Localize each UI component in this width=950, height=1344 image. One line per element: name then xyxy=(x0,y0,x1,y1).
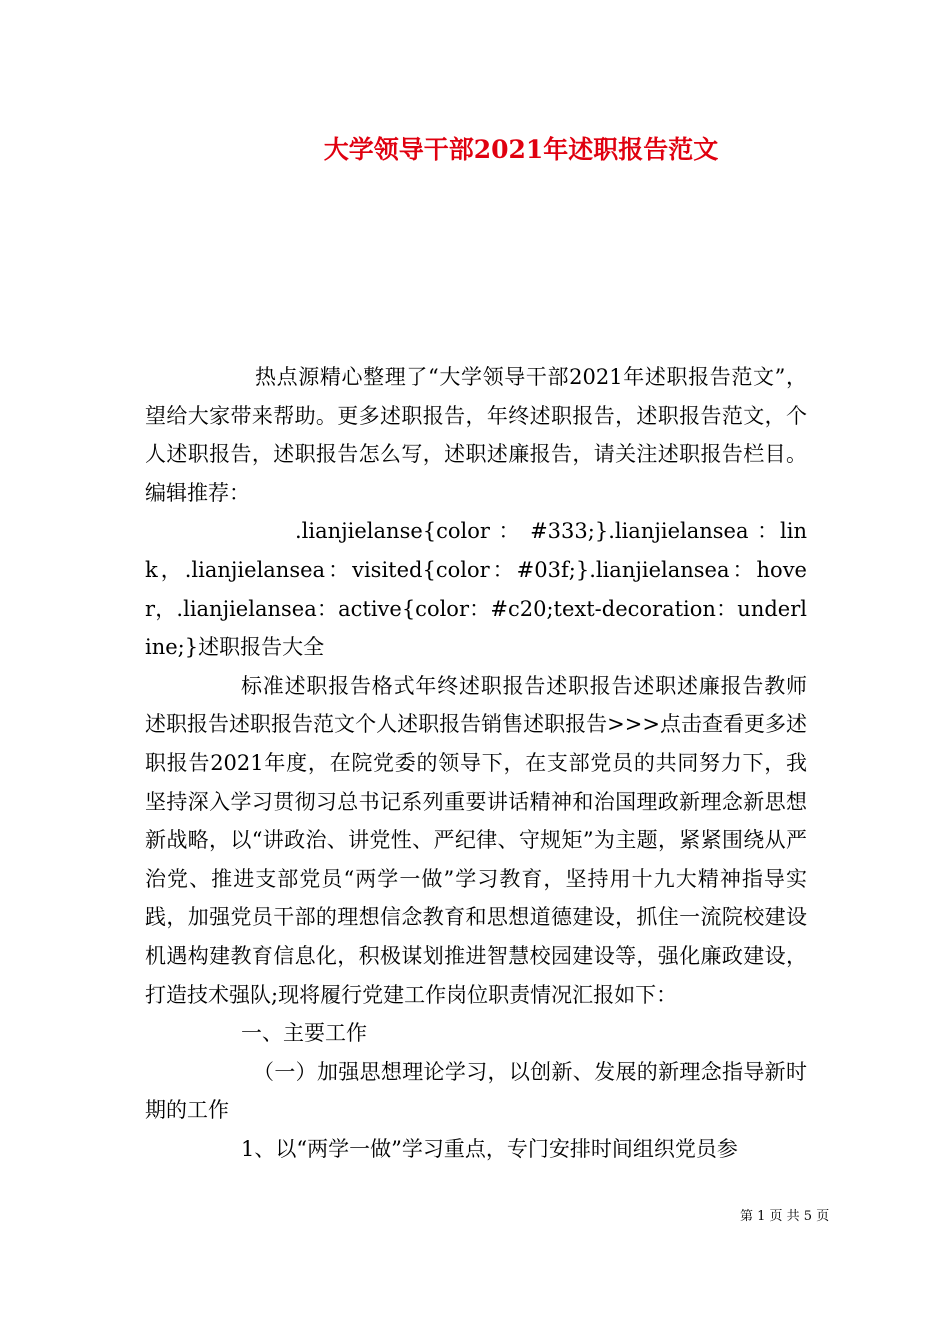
document-title: 大学领导干部2021年述职报告范文 xyxy=(323,135,719,164)
body-paragraph: 标准述职报告格式年终述职报告述职报告述职述廉报告教师述职报告述职报告范文个人述职报告销售述职报告>>>点击查看更多述职报告2021年度，在院党委的领导下，在支部党员的共同努力下，我坚持深入学习贯彻习总书记系列重要讲话精神和治国理政新理念新思想新战略，以“讲政治、讲党性、严纪律、守规矩”为主题，紧紧围绕从严治党、推进支部党员“两学一做”学习教育，坚持用十九大精神指导实践，加强党员干部的理想信念教育和思想道德建设，抓住一流院校建设机遇构建教育信息化，积极谋划推进智慧校园建设等，强化廉政建设，打造技术强队;现将履行党建工作岗位职责情况汇报如下： xyxy=(145,673,807,1007)
css-text-paragraph: .lianjielanse{color ： #333;}.lianjielansea ：link，.lianjielansea：visited{color：#03f;}.lianjielansea：hover，.lianjielansea：active{color：#c20;text-decoration：underline;}述职报告大全 xyxy=(145,519,807,660)
subsection-heading-theory-study: （一）加强思想理论学习，以创新、发展的新理念指导新时期的工作 xyxy=(145,1059,807,1123)
document-body xyxy=(145,358,807,1168)
intro-paragraph: 热点源精心整理了“大学领导干部2021年述职报告范文”，望给大家带来帮助。更多述职报告，年终述职报告，述职报告范文，个人述职报告，述职报告怎么写，述职述廉报告，请关注述职报告栏目。编辑推荐： xyxy=(145,365,807,505)
section-heading-main-work: 一、主要工作 xyxy=(241,1021,367,1046)
page-number-footer: 第 1 页 共 5 页 xyxy=(740,1209,830,1224)
list-item-1: 1、以“两学一做”学习重点，专门安排时间组织党员参 xyxy=(241,1136,738,1161)
